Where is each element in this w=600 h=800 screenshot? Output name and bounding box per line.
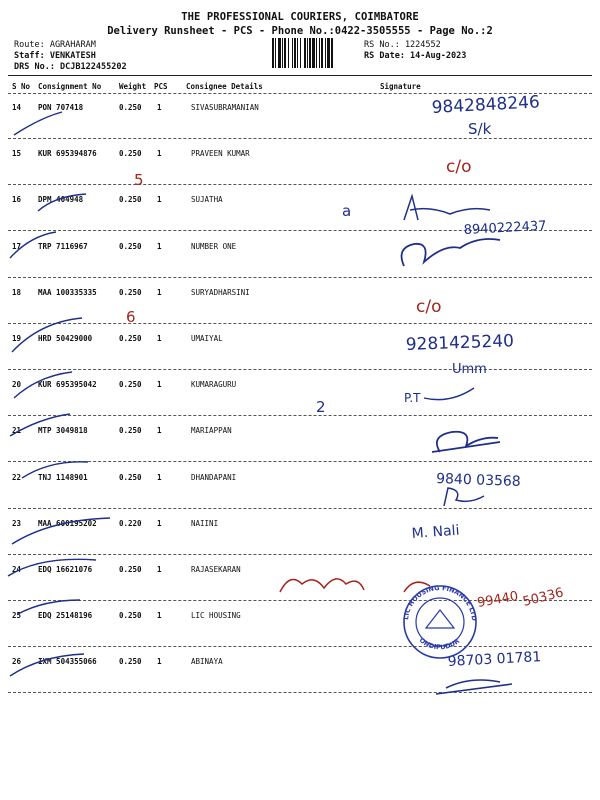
barcode bbox=[272, 38, 358, 68]
row-divider bbox=[8, 554, 592, 555]
row-consignee: LIC HOUSING bbox=[191, 611, 241, 620]
runsheet-subtitle: Delivery Runsheet - PCS - Phone No.:0422-3505555 - Page No.:2 bbox=[107, 25, 493, 37]
row-divider bbox=[8, 369, 592, 370]
col-consignment: Consignment No bbox=[38, 82, 102, 91]
row-divider bbox=[8, 230, 592, 231]
signature-stroke-r20 bbox=[424, 388, 474, 400]
rs-date: RS Date: 14-Aug-2023 bbox=[364, 51, 467, 61]
header-bottom-rule bbox=[8, 93, 592, 94]
row-sno: 24 bbox=[12, 565, 22, 574]
stamp-text-top: LIC HOUSING FINANCE LTD bbox=[402, 583, 479, 622]
row-pcs: 1 bbox=[157, 103, 162, 112]
row-divider bbox=[8, 461, 592, 462]
row-weight: 0.250 bbox=[119, 288, 142, 297]
row-consignee: MARIAPPAN bbox=[191, 426, 232, 435]
row-consignment-no: MTP 3049818 bbox=[38, 426, 88, 435]
handwritten-phone-r16: 8940222437 bbox=[463, 218, 547, 238]
row-divider bbox=[8, 646, 592, 647]
row-pcs: 1 bbox=[157, 334, 162, 343]
col-pcs: PCS bbox=[154, 82, 168, 91]
row-sno: 25 bbox=[12, 611, 22, 620]
col-consignee: Consignee Details bbox=[186, 82, 263, 91]
col-signature: Signature bbox=[380, 82, 421, 91]
row-sno: 19 bbox=[12, 334, 22, 343]
signature-r17 bbox=[402, 239, 500, 266]
row-weight: 0.220 bbox=[119, 519, 142, 528]
row-sno: 16 bbox=[12, 195, 22, 204]
svg-text:LIC HOUSING FINANCE LTD bbox=[402, 584, 478, 622]
row-weight: 0.250 bbox=[119, 426, 142, 435]
handwritten-phone-r22: 9840 03568 bbox=[435, 471, 521, 490]
row-divider bbox=[8, 692, 592, 693]
handwritten-num-r25: 99440 bbox=[476, 588, 520, 611]
row-sno: 18 bbox=[12, 288, 22, 297]
row-divider bbox=[8, 138, 592, 139]
row-pcs: 1 bbox=[157, 149, 162, 158]
row-consignee: NAIINI bbox=[191, 519, 219, 528]
handwritten-note-r18: c/o bbox=[416, 297, 442, 317]
handwritten-num-r26: 98703 01781 bbox=[447, 649, 542, 670]
signature-r24 bbox=[280, 579, 364, 592]
row-weight: 0.250 bbox=[119, 380, 142, 389]
row-consignee: SIVASUBRAMANIAN bbox=[191, 103, 259, 112]
row-consignee: NUMBER ONE bbox=[191, 242, 237, 251]
row-sno: 21 bbox=[12, 426, 22, 435]
row-pcs: 1 bbox=[157, 195, 162, 204]
row-consignment-no: TNJ 1148901 bbox=[38, 473, 88, 482]
handwritten-num2-r25: 50336 bbox=[521, 585, 566, 610]
row-consignment-no: EDQ 25148196 bbox=[38, 611, 93, 620]
row-divider bbox=[8, 277, 592, 278]
row-pcs: 1 bbox=[157, 380, 162, 389]
row-consignment-no: TRP 7116967 bbox=[38, 242, 88, 251]
row-weight: 0.250 bbox=[119, 657, 142, 666]
row-sno: 26 bbox=[12, 657, 22, 666]
row-weight: 0.250 bbox=[119, 103, 142, 112]
header-divider bbox=[8, 75, 592, 76]
row-pcs: 1 bbox=[157, 519, 162, 528]
signature-r25 bbox=[404, 582, 430, 592]
staff-label: Staff: VENKATESH bbox=[14, 51, 96, 61]
row-consignment-no: MAA 100335335 bbox=[38, 288, 97, 297]
row-weight: 0.250 bbox=[119, 473, 142, 482]
row-consignee: SUJATHA bbox=[191, 195, 223, 204]
row-sno: 22 bbox=[12, 473, 22, 482]
row-sno: 23 bbox=[12, 519, 22, 528]
handwritten-phone-r19: 9281425240 bbox=[405, 331, 515, 355]
route-label: Route: AGRAHARAM bbox=[14, 40, 96, 50]
row-divider bbox=[8, 600, 592, 601]
row-divider bbox=[8, 323, 592, 324]
tick-mark-r14 bbox=[14, 112, 62, 135]
row-consignee: KUMARAGURU bbox=[191, 380, 237, 389]
row-pcs: 1 bbox=[157, 565, 162, 574]
col-weight: Weight bbox=[119, 82, 147, 91]
signature-r16 bbox=[404, 196, 490, 220]
row-consignee: ABINAYA bbox=[191, 657, 223, 666]
row-consignee: UMAIYAL bbox=[191, 334, 223, 343]
row-consignment-no: MAA 600195202 bbox=[38, 519, 97, 528]
row-pcs: 1 bbox=[157, 426, 162, 435]
col-sno: S No bbox=[12, 82, 31, 91]
row-pcs: 1 bbox=[157, 611, 162, 620]
row-consignment-no: KUR 695394876 bbox=[38, 149, 97, 158]
handwritten-sig-r14: S/k bbox=[468, 120, 492, 138]
row-weight: 0.250 bbox=[119, 195, 142, 204]
row-divider bbox=[8, 415, 592, 416]
row-consignee: SURYADHARSINI bbox=[191, 288, 250, 297]
row-consignment-no: EDQ 16621076 bbox=[38, 565, 93, 574]
row-consignee: RAJASEKARAN bbox=[191, 565, 241, 574]
row-consignment-no: HRD 50429000 bbox=[38, 334, 93, 343]
row-pcs: 1 bbox=[157, 288, 162, 297]
row-consignment-no: PON 707418 bbox=[38, 103, 84, 112]
row-weight: 0.250 bbox=[119, 334, 142, 343]
handwritten-sig-r23: M. Nali bbox=[411, 522, 460, 542]
row-consignment-no: IXM 504355066 bbox=[38, 657, 97, 666]
drs-number: DRS No.: DCJB122455202 bbox=[14, 62, 127, 72]
row-pcs: 1 bbox=[157, 242, 162, 251]
handwritten-note-r15: c/o bbox=[446, 157, 472, 177]
company-title: THE PROFESSIONAL COURIERS, COIMBATORE bbox=[181, 11, 419, 23]
row-consignee: DHANDAPANI bbox=[191, 473, 237, 482]
row-pcs: 1 bbox=[157, 657, 162, 666]
handwritten-mark-r18: 6 bbox=[126, 308, 136, 326]
row-divider bbox=[8, 508, 592, 509]
row-pcs: 1 bbox=[157, 473, 162, 482]
stamp-text-bottom: ONDIPUDUR bbox=[417, 636, 462, 652]
row-divider bbox=[8, 184, 592, 185]
row-sno: 15 bbox=[12, 149, 22, 158]
row-sno: 20 bbox=[12, 380, 22, 389]
row-weight: 0.250 bbox=[119, 565, 142, 574]
handwritten-phone-r14: 9842848246 bbox=[431, 92, 541, 118]
handwritten-sig-r20: P.T bbox=[404, 391, 421, 405]
row-weight: 0.250 bbox=[119, 149, 142, 158]
row-consignment-no: KUR 695395042 bbox=[38, 380, 97, 389]
handwritten-mark-r20: 2 bbox=[316, 398, 326, 416]
signature-r22 bbox=[444, 488, 484, 506]
row-weight: 0.250 bbox=[119, 242, 142, 251]
svg-text:ONDIPUDUR bbox=[418, 636, 461, 651]
handwritten-sig-r19: Umm bbox=[452, 362, 487, 377]
row-sno: 17 bbox=[12, 242, 22, 251]
handwritten-mark-r15: 5 bbox=[134, 171, 144, 189]
handwritten-mark-r16: a bbox=[342, 202, 352, 220]
row-weight: 0.250 bbox=[119, 611, 142, 620]
row-sno: 14 bbox=[12, 103, 22, 112]
row-consignee: PRAVEEN KUMAR bbox=[191, 149, 250, 158]
signature-r21 bbox=[432, 432, 500, 452]
rs-number: RS No.: 1224552 bbox=[364, 40, 441, 50]
row-consignment-no: DPM 404948 bbox=[38, 195, 84, 204]
